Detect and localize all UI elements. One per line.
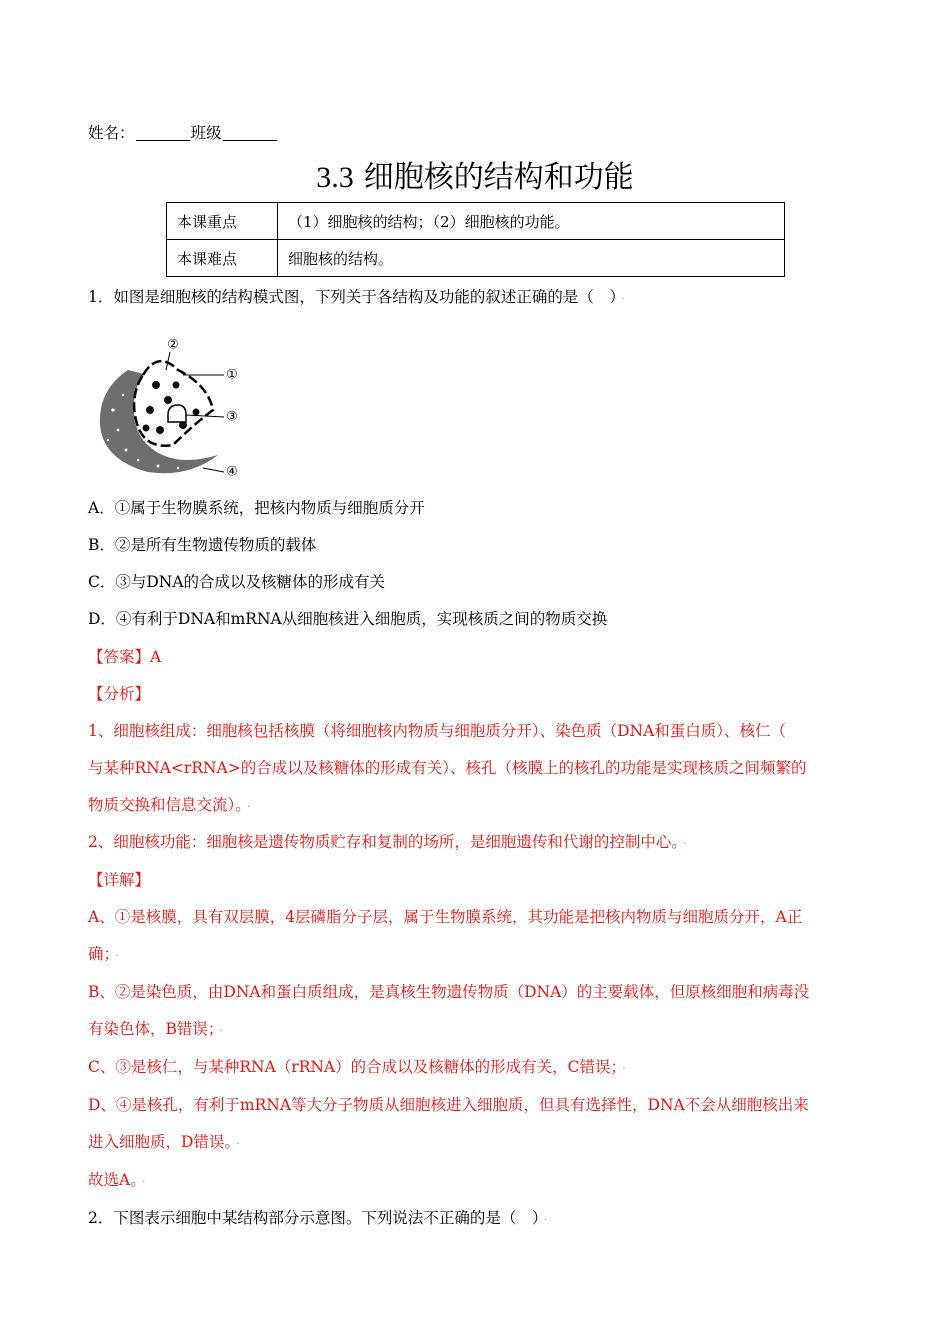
detail-line: A、①是核膜，具有双层膜，4层磷脂分子层，属于生物膜系统，其功能是把核内物质与细胞质分开，A正: [88, 908, 803, 926]
table-row: [167, 203, 785, 240]
name-blank[interactable]: [136, 126, 190, 141]
table-row: [167, 240, 785, 277]
paragraph-mark: ·: [621, 292, 625, 305]
paragraph-mark: ·: [219, 1024, 224, 1037]
name-label: 姓名：: [88, 124, 135, 142]
detail-line: [88, 1132, 240, 1154]
difficulty-content: 细胞核的结构。: [278, 240, 785, 277]
paragraph-mark: ·: [115, 949, 119, 962]
nuclear-envelope: [134, 361, 213, 446]
difficulty-label: 本课难点: [167, 240, 278, 277]
label-4: ④: [226, 464, 238, 480]
detail-line: [88, 1019, 223, 1041]
q2-stem: [88, 1208, 547, 1230]
q1-stem: [88, 287, 625, 309]
detail-text: 有染色体，B错误；: [88, 1020, 216, 1038]
option-b[interactable]: B．②是所有生物遗传物质的载体: [88, 536, 317, 554]
key-points-table: [166, 202, 785, 277]
paragraph-mark: ·: [683, 837, 687, 850]
q1-stem-text: 1．如图是细胞核的结构模式图，下列关于各结构及功能的叙述正确的是（ ）: [88, 288, 618, 306]
option-d[interactable]: D．④有利于DNA和mRNA从细胞核进入细胞质，实现核质之间的物质交换: [88, 610, 608, 628]
paragraph-mark: ·: [622, 1062, 626, 1075]
title-number: 3.3: [316, 161, 354, 194]
key-label: 本课重点: [167, 203, 278, 240]
detail-line: [88, 1170, 145, 1192]
label-1: ①: [226, 367, 238, 383]
answer-line: [88, 647, 161, 667]
paragraph-mark: ·: [141, 1175, 146, 1188]
page-title: [0, 158, 950, 198]
label-2: ②: [167, 337, 179, 353]
nucleus-diagram: [88, 330, 248, 480]
detail-line: B、②是染色质，由DNA和蛋白质组成，是真核生物遗传物质（DNA）的主要载体，但原核细胞和病毒没: [88, 983, 810, 1001]
key-content: （1）细胞核的结构；（2）细胞核的功能。: [278, 203, 785, 240]
analysis-text: 2、细胞核功能：细胞核是遗传物质贮存和复制的场所，是细胞遗传和代谢的控制中心。: [88, 833, 680, 851]
detail-text: 故选A。: [88, 1171, 138, 1189]
analysis-line: 与某种RNA<rRNA>的合成以及核糖体的形成有关）、核孔（核膜上的核孔的功能是实现核质之间频繁的: [88, 759, 807, 777]
detail-text: 确；: [88, 945, 112, 963]
name-class-line: [88, 123, 278, 143]
analysis-line: [88, 832, 687, 854]
q2-stem-text: 2．下图表示细胞中某结构部分示意图。下列说法不正确的是（ ）: [88, 1209, 540, 1227]
answer-label: 【答案】: [88, 648, 151, 666]
analysis-label: 【分析】: [88, 685, 151, 703]
title-text: 细胞核的结构和功能: [363, 160, 634, 195]
analysis-line: 1、细胞核组成：细胞核包括核膜（将细胞核内物质与细胞质分开）、染色质（DNA和蛋白质）、核仁（: [88, 722, 787, 740]
paragraph-mark: ·: [543, 1213, 548, 1226]
class-blank[interactable]: [223, 126, 277, 141]
paragraph-mark: ·: [236, 1137, 240, 1150]
detail-line: [88, 944, 119, 966]
answer-value: A: [150, 648, 162, 666]
option-a[interactable]: A．①属于生物膜系统，把核内物质与细胞质分开: [88, 499, 425, 517]
nucleolus-shape: [168, 405, 186, 422]
analysis-text: 物质交换和信息交流）。: [88, 796, 244, 814]
label-3: ③: [226, 409, 238, 425]
detail-text: 进入细胞质，D错误。: [88, 1133, 233, 1151]
option-c[interactable]: C．③与DNA的合成以及核糖体的形成有关: [88, 573, 386, 591]
detail-text: C、③是核仁，与某种RNA（rRNA）的合成以及核糖体的形成有关，C错误；: [88, 1058, 619, 1076]
detail-line: [88, 1057, 626, 1079]
paragraph-mark: ·: [247, 800, 251, 813]
detail-label: 【详解】: [88, 871, 151, 889]
analysis-line: [88, 795, 251, 817]
class-label: 班级: [190, 124, 222, 142]
detail-line: D、④是核孔，有利于mRNA等大分子物质从细胞核进入细胞质，但具有选择性，DNA不会从细胞核出来: [88, 1096, 809, 1114]
